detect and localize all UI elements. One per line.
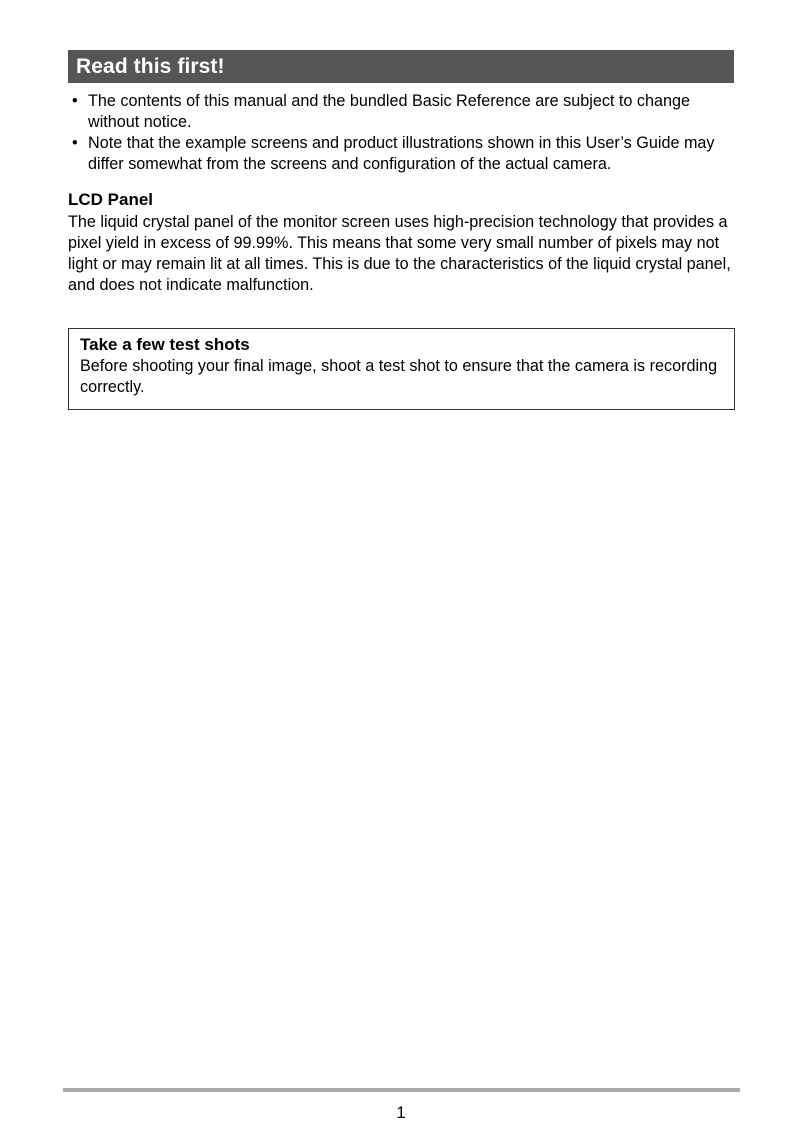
notice-text: Note that the example screens and product illustrations shown in this User’s Guide may differ somewhat from the screens and configuration of the actual camera. — [88, 134, 715, 173]
list-item — [68, 133, 740, 175]
tip-body: Before shooting your final image, shoot a test shot to ensure that the camera is recording correctly. — [80, 357, 718, 396]
bullet-icon: • — [72, 92, 78, 110]
section-title-bar — [68, 50, 734, 83]
bullet-icon: • — [72, 134, 78, 152]
page-number: 1 — [396, 1103, 406, 1122]
tip-heading: Take a few test shots — [80, 335, 250, 354]
page-title: Read this first! — [76, 55, 225, 78]
lcd-panel-heading: LCD Panel — [68, 190, 154, 209]
footer-divider — [63, 1088, 740, 1092]
list-item — [68, 91, 740, 133]
notice-text: The contents of this manual and the bundled Basic Reference are subject to change without notice. — [88, 92, 691, 131]
notice-list — [68, 91, 740, 175]
test-shot-tip-box — [68, 328, 735, 410]
lcd-panel-body: The liquid crystal panel of the monitor screen uses high-precision technology that provides a pixel yield in excess of 99.99%. This means that some very small number of pixels may not light or may remain lit at all times. This is due to the characteristics of the liquid crystal panel, and does not indicate malfunction. — [68, 213, 731, 294]
